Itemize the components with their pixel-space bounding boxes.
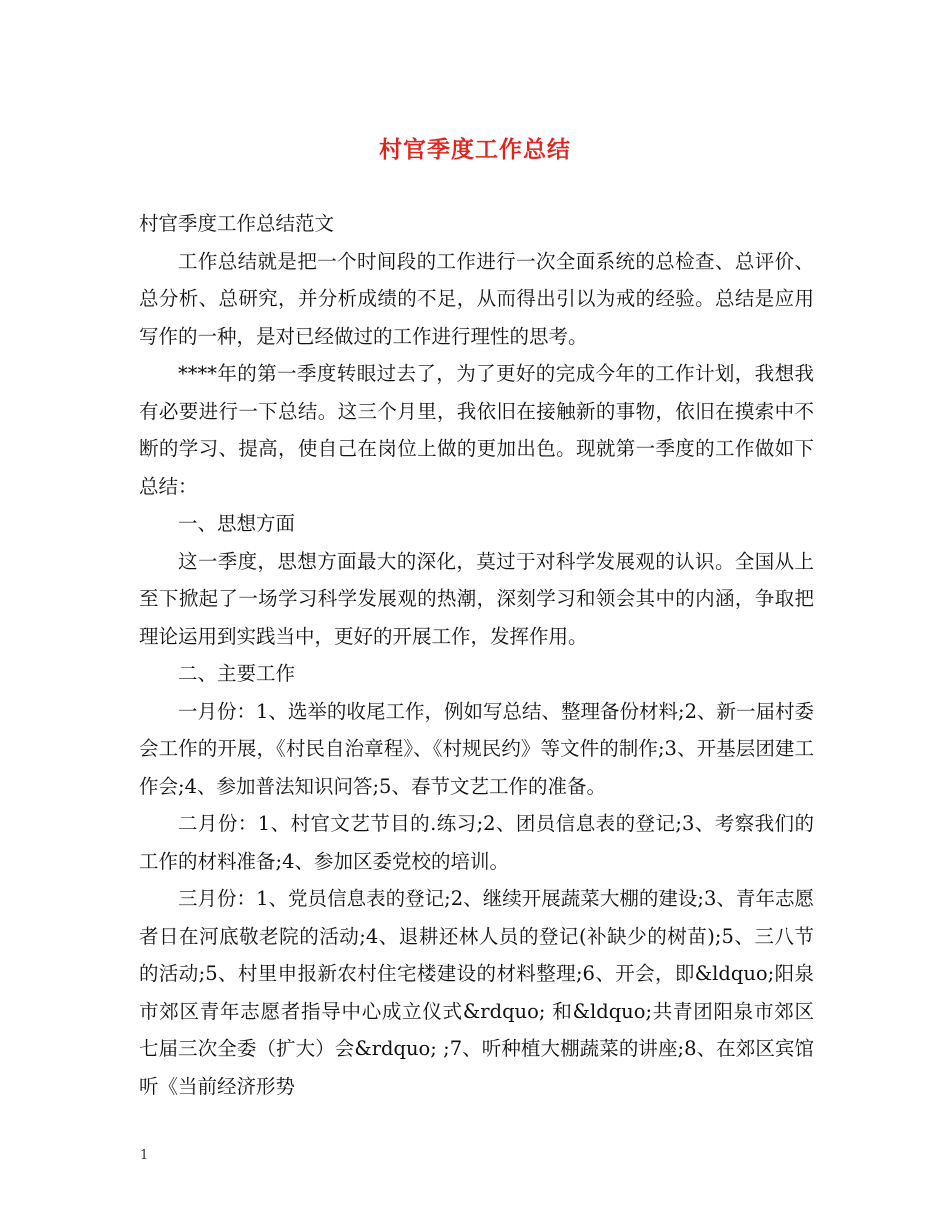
paragraph-march: 三月份：1、党员信息表的登记;2、继续开展蔬菜大棚的建设;3、青年志愿者日在河底敬老院的活动;4、退耕还林人员的登记(补缺少的树苗);5、三八节的活动;5、村里申报新农村住宅楼建设的材料整理;6、开会，即&ldquo;阳泉市郊区青年志愿者指导中心成立仪式&rdquo; 和&ldquo;共青团阳泉市郊区七届三次全委（扩大）会&rdquo; ;7、听种植大棚蔬菜的讲座;8、在郊区宾馆听《当前经济形势 bbox=[139, 887, 814, 1098]
paragraph-thought: 这一季度，思想方面最大的深化，莫过于对科学发展观的认识。全国从上至下掀起了一场学习科学发展观的热潮，深刻学习和领会其中的内涵，争取把理论运用到实践当中，更好的开展工作，发挥作用。 bbox=[139, 549, 814, 648]
paragraph-january: 一月份：1、选举的收尾工作，例如写总结、整理备份材料;2、新一届村委会工作的开展，《村民自治章程》、《村规民约》等文件的制作;3、开基层团建工作会;4、参加普法知识问答;5、春节文艺工作的准备。 bbox=[139, 699, 814, 798]
section-heading-main-work: 二、主要工作 bbox=[178, 662, 296, 685]
paragraph-overview: ****年的第一季度转眼过去了，为了更好的完成今年的工作计划，我想我有必要进行一下总结。这三个月里，我依旧在接触新的事物，依旧在摸索中不断的学习、提高，使自己在岗位上做的更加出色。现就第一季度的工作做如下总结： bbox=[139, 362, 814, 498]
document-body bbox=[139, 205, 814, 1105]
document-title: 村官季度工作总结 bbox=[379, 136, 571, 163]
section-heading-thought: 一、思想方面 bbox=[178, 512, 296, 535]
paragraph-february: 二月份：1、村官文艺节目的.练习;2、团员信息表的登记;3、考察我们的工作的材料准备;4、参加区委党校的培训。 bbox=[139, 812, 814, 873]
document-subtitle: 村官季度工作总结范文 bbox=[139, 212, 335, 235]
page-number: 1 bbox=[140, 1148, 149, 1163]
paragraph-intro: 工作总结就是把一个时间段的工作进行一次全面系统的总检查、总评价、总分析、总研究，并分析成绩的不足，从而得出引以为戒的经验。总结是应用写作的一种，是对已经做过的工作进行理性的思考。 bbox=[139, 249, 814, 348]
